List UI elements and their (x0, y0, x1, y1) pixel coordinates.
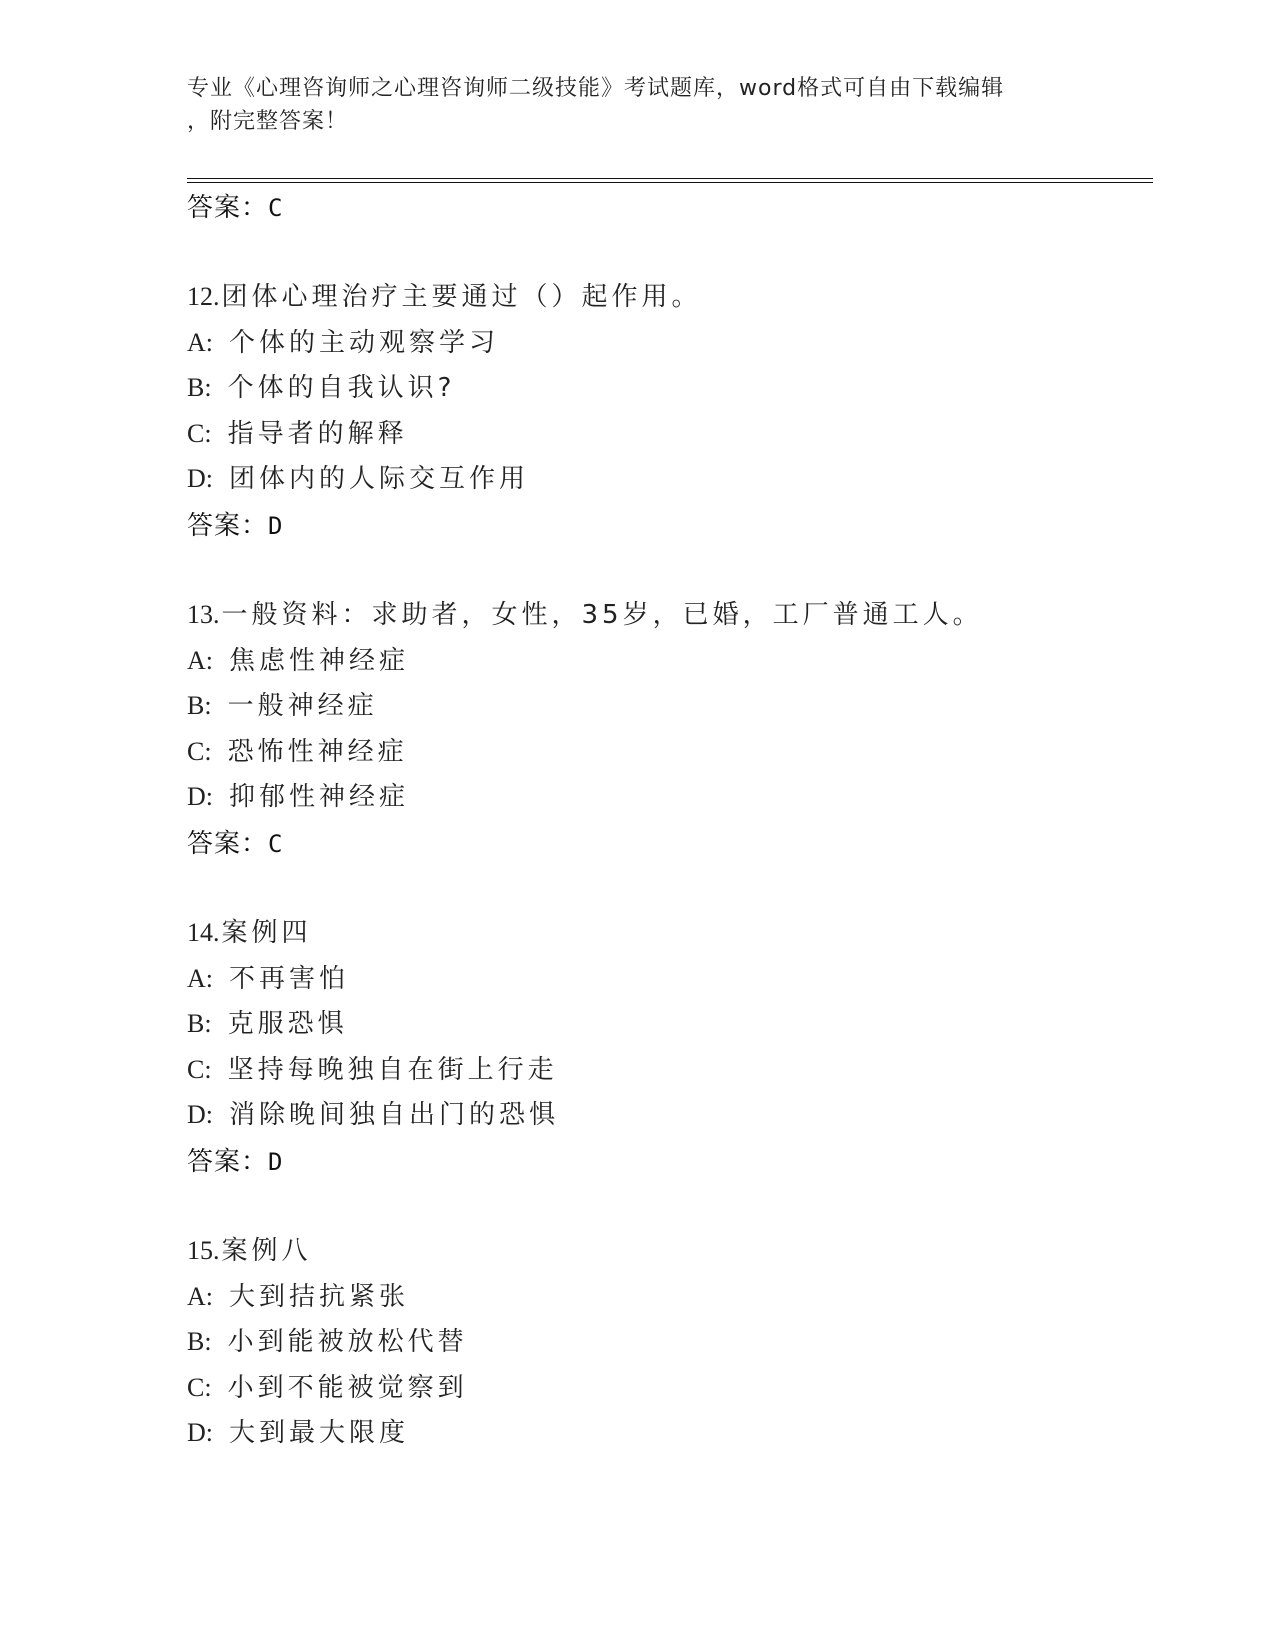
option-key: C: (187, 736, 212, 766)
option-text: 大到拮抗紧张 (229, 1281, 410, 1312)
header-divider-bottom (187, 182, 1153, 183)
answer-value: C (268, 194, 284, 222)
question-number: 13. (187, 600, 220, 629)
option-key: A: (187, 1281, 213, 1311)
option-b (187, 365, 1147, 411)
option-key: A: (187, 963, 213, 993)
option-key: B: (187, 373, 212, 402)
option-text: 指导者的解释 (227, 418, 408, 449)
question-15 (187, 1228, 1147, 1456)
option-key: D: (187, 782, 213, 811)
option-key: B: (187, 691, 212, 720)
answer-value: D (268, 1148, 284, 1176)
question-text: 团体心理治疗主要通过（）起作用。 (221, 282, 702, 312)
option-d (187, 1410, 1147, 1456)
answer-line (187, 190, 283, 226)
question-number: 12. (187, 282, 220, 311)
option-a (187, 320, 1147, 366)
answer-value: D (268, 512, 284, 540)
option-text: 焦虑性神经症 (229, 645, 410, 676)
option-d (187, 1092, 1147, 1138)
option-key: D: (187, 1100, 213, 1129)
question-12 (187, 274, 1147, 502)
document-header (187, 72, 1087, 138)
option-a (187, 638, 1147, 684)
option-key: D: (187, 1418, 213, 1447)
header-divider-top (187, 178, 1153, 179)
option-key: C: (187, 1054, 212, 1084)
question-stem (187, 274, 1147, 320)
answer-label: 答案： (187, 511, 269, 541)
answer-label: 答案： (187, 829, 269, 859)
option-key: B: (187, 1009, 212, 1038)
option-text: 团体内的人际交互作用 (229, 464, 530, 494)
option-text: 一般神经症 (227, 691, 378, 721)
option-text: 恐怖性神经症 (227, 736, 408, 767)
option-b (187, 1319, 1147, 1365)
answer-value: C (268, 830, 284, 858)
option-a (187, 956, 1147, 1002)
question-text: 一般资料：求助者，女性，35岁，已婚，工厂普通工人。 (221, 600, 983, 630)
option-text: 不再害怕 (229, 963, 350, 994)
question-number: 14. (187, 918, 220, 947)
answer-label: 答案： (187, 193, 269, 223)
option-key: B: (187, 1327, 212, 1356)
option-c (187, 1365, 1147, 1411)
question-text: 案例八 (221, 1236, 312, 1266)
question-13 (187, 592, 1147, 820)
question-stem (187, 1228, 1147, 1274)
answer-line (187, 1144, 283, 1180)
question-stem (187, 910, 1147, 956)
option-a (187, 1274, 1147, 1320)
option-b (187, 683, 1147, 729)
option-key: A: (187, 327, 213, 357)
option-d (187, 774, 1147, 820)
answer-line (187, 508, 283, 544)
question-text: 案例四 (221, 918, 312, 948)
option-key: C: (187, 1372, 212, 1402)
option-key: C: (187, 418, 212, 448)
option-text: 抑郁性神经症 (229, 782, 410, 812)
option-text: 大到最大限度 (229, 1418, 410, 1448)
question-stem (187, 592, 1147, 638)
option-text: 个体的主动观察学习 (229, 327, 500, 358)
header-line-2: ，附完整答案！ (187, 109, 349, 134)
answer-label: 答案： (187, 1147, 269, 1177)
option-c (187, 729, 1147, 775)
option-text: 坚持每晚独自在街上行走 (227, 1054, 558, 1085)
question-14 (187, 910, 1147, 1138)
option-c (187, 411, 1147, 457)
option-d (187, 456, 1147, 502)
question-number: 15. (187, 1236, 220, 1265)
option-b (187, 1001, 1147, 1047)
header-line-1: 专业《心理咨询师之心理咨询师二级技能》考试题库，word格式可自由下载编辑 (187, 76, 1005, 101)
option-text: 克服恐惧 (227, 1009, 348, 1039)
option-text: 消除晚间独自出门的恐惧 (229, 1100, 560, 1130)
option-c (187, 1047, 1147, 1093)
option-key: A: (187, 645, 213, 675)
option-key: D: (187, 464, 213, 493)
option-text: 小到能被放松代替 (227, 1327, 468, 1357)
option-text: 小到不能被觉察到 (227, 1372, 468, 1403)
answer-line (187, 826, 283, 862)
option-text: 个体的自我认识? (227, 373, 456, 403)
